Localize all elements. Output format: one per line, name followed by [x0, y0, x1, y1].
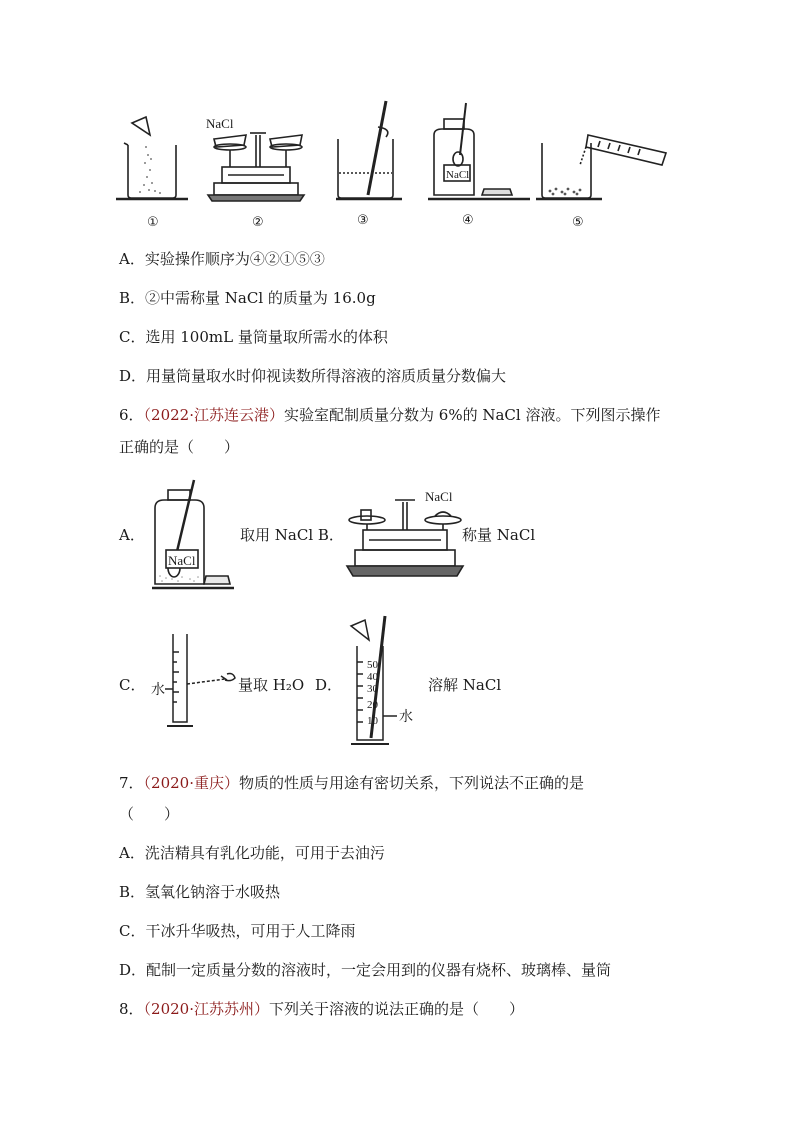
q6-option-a-bottle-label: NaCl	[168, 553, 196, 568]
q6-option-c-letter: C．	[119, 676, 146, 694]
q6-option-d-scale-40: 40	[367, 671, 378, 683]
q6-stem-text: 实验室配制质量分数为 6%的 NaCl 溶液。下列图示操作	[284, 406, 661, 424]
step2-nacl-label: NaCl	[206, 116, 234, 131]
q7-stem-text: 物质的性质与用途有密切关系，下列说法不正确的是	[239, 774, 585, 792]
q8-source: （2020·江苏苏州）	[143, 1000, 269, 1018]
step-number-5: ⑤	[572, 215, 584, 230]
q6-option-d-scale-20: 20	[367, 699, 378, 711]
q7-source: （2020·重庆）	[143, 774, 239, 792]
q6-option-d-cylinder-illustration	[343, 612, 423, 752]
step1-pour-powder-illustration	[116, 117, 188, 199]
q7-stem	[119, 773, 584, 793]
step3-stir-illustration	[336, 101, 402, 199]
q7-stem-line2: （ ）	[119, 805, 180, 823]
step-number-2: ②	[252, 215, 264, 230]
q7-number: 7．	[119, 774, 144, 792]
q8-stem	[119, 999, 524, 1019]
q6-option-d-scale-10: 10	[367, 715, 378, 727]
q6-option-c-water-label: 水	[151, 682, 165, 698]
q6-option-d-scale-30: 30	[367, 683, 378, 695]
q5-option-a: A．实验操作顺序为④②①⑤③	[119, 250, 325, 268]
q6-option-a-text: 取用 NaCl B．	[240, 526, 344, 544]
step4-bottle-label: NaCl	[446, 169, 470, 181]
q5-option-b: B．②中需称量 NaCl 的质量为 16.0g	[119, 289, 376, 307]
step-number-3: ③	[357, 213, 369, 228]
q6-source: （2022·江苏连云港）	[143, 406, 284, 424]
q6-option-d-letter: D．	[315, 676, 343, 694]
q6-stem-line2: 正确的是（ ）	[119, 438, 240, 456]
q6-option-b-nacl-label: NaCl	[425, 489, 453, 504]
q7-option-b: B．氢氧化钠溶于水吸热	[119, 883, 281, 901]
q6-option-c-cylinder-illustration	[165, 632, 245, 732]
q7-option-a: A．洗洁精具有乳化功能，可用于去油污	[119, 844, 385, 862]
q7-option-d: D．配制一定质量分数的溶液时，一定会用到的仪器有烧杯、玻璃棒、量筒	[119, 961, 612, 979]
q6-number: 6．	[119, 406, 144, 424]
q6-option-a-letter: A．	[119, 526, 145, 544]
q6-option-c-text: 量取 H₂O	[238, 676, 305, 694]
step4-reagent-bottle-illustration	[428, 103, 530, 199]
q6-option-d-scale-50: 50	[367, 659, 378, 671]
q6-option-d-water-label: 水	[399, 709, 413, 725]
q6-option-d-text: 溶解 NaCl	[428, 676, 502, 694]
step2-balance-illustration	[208, 133, 304, 201]
q6-option-b-balance-illustration	[345, 494, 465, 579]
step-number-4: ④	[462, 213, 474, 228]
q6-option-a-bottle-illustration	[152, 478, 237, 593]
q8-stem-text: 下列关于溶液的说法正确的是（ ）	[269, 1000, 525, 1018]
q5-option-d: D．用量筒量取水时仰视读数所得溶液的溶质质量分数偏大	[119, 367, 507, 385]
q5-option-c: C．选用 100mL 量筒量取所需水的体积	[119, 328, 388, 346]
step-number-1: ①	[147, 215, 159, 230]
q6-stem	[119, 405, 660, 425]
experiment-steps-figure	[110, 95, 690, 235]
q6-option-b-text: 称量 NaCl	[462, 526, 536, 544]
q7-option-c: C．干冰升华吸热，可用于人工降雨	[119, 922, 356, 940]
q8-number: 8．	[119, 1000, 144, 1018]
